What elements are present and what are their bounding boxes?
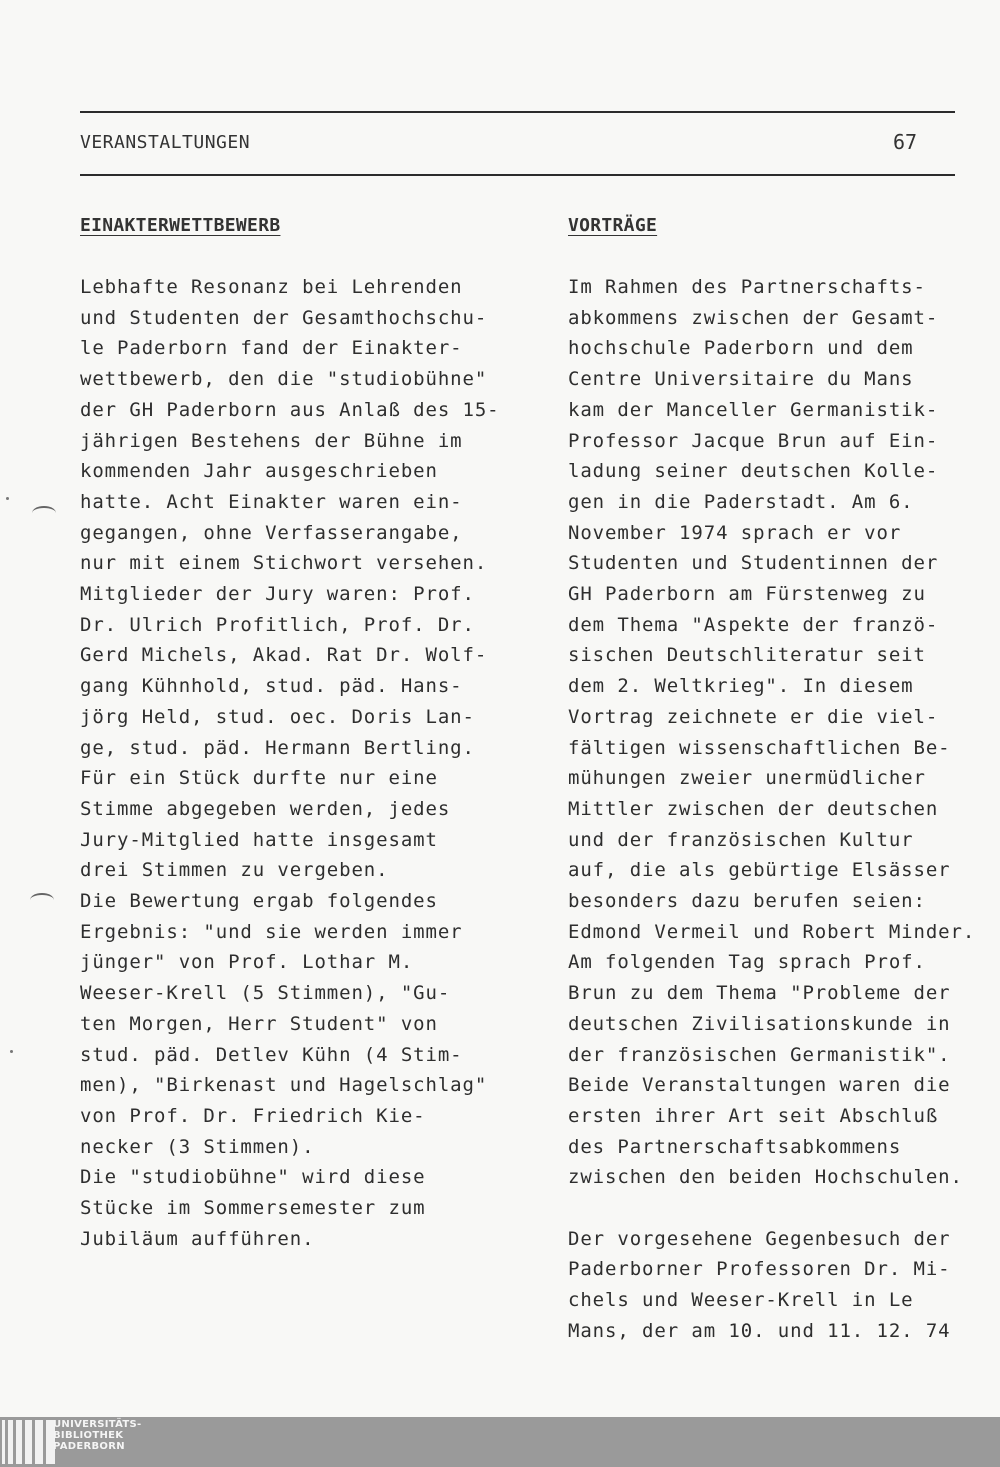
library-footer-bar (0, 1417, 1000, 1467)
text-line: ge, stud. päd. Hermann Bertling. (80, 736, 475, 759)
text-line: gen in die Paderstadt. Am 6. (568, 490, 914, 513)
text-line: gang Kühnhold, stud. päd. Hans- (80, 675, 463, 698)
text-line: stud. päd. Detlev Kühn (4 Stim- (80, 1043, 463, 1066)
logo-bar (16, 1420, 22, 1464)
text-line: abkommens zwischen der Gesamt- (568, 306, 939, 329)
text-line: necker (3 Stimmen). (80, 1135, 315, 1158)
margin-speck (6, 497, 9, 500)
text-line: auf, die als gebürtige Elsässer (568, 859, 951, 882)
text-line: chels und Weeser-Krell in Le (568, 1289, 914, 1312)
text-line: Mans, der am 10. und 11. 12. 74 (568, 1319, 951, 1342)
text-line: GH Paderborn am Fürstenweg zu (568, 583, 926, 606)
library-logo-bars (2, 1420, 55, 1464)
text-line: Die "studiobühne" wird diese (80, 1166, 426, 1189)
text-line: Mitglieder der Jury waren: Prof. (80, 583, 475, 606)
text-line: Stimme abgegeben werden, jedes (80, 797, 451, 820)
logo-bar (25, 1420, 32, 1464)
library-name-line: UNIVERSITÄTS- (53, 1419, 142, 1430)
text-line: Für ein Stück durfte nur eine (80, 767, 438, 790)
text-line: Centre Universitaire du Mans (568, 368, 914, 391)
text-line: Vortrag zeichnete er die viel- (568, 705, 939, 728)
text-line: mühungen zweier unermüdlicher (568, 767, 926, 790)
text-line: kommenden Jahr ausgeschrieben (80, 460, 438, 483)
left-column-body (80, 272, 520, 1255)
text-line: hochschule Paderborn und dem (568, 337, 914, 360)
text-line: Studenten und Studentinnen der (568, 552, 939, 575)
right-column-heading: VORTRÄGE (568, 215, 658, 236)
margin-punch-mark (32, 506, 56, 520)
right-paragraph-2 (568, 1224, 993, 1347)
text-line: Die Bewertung ergab folgendes (80, 890, 438, 913)
text-line: und der französischen Kultur (568, 828, 914, 851)
text-line: November 1974 sprach er vor (568, 521, 902, 544)
text-line: Weeser-Krell (5 Stimmen), "Gu- (80, 982, 451, 1005)
text-line: besonders dazu berufen seien: (568, 890, 926, 913)
text-line: nur mit einem Stichwort versehen. (80, 552, 488, 575)
text-line: fältigen wissenschaftlichen Be- (568, 736, 951, 759)
text-line: Edmond Vermeil und Robert Minder. (568, 920, 976, 943)
text-line: Stücke im Sommersemester zum (80, 1197, 426, 1220)
text-line: Brun zu dem Thema "Probleme der (568, 982, 951, 1005)
text-line: sischen Deutschliteratur seit (568, 644, 926, 667)
library-name-line: PADERBORN (53, 1441, 125, 1452)
text-line: Jury-Mitglied hatte insgesamt (80, 828, 438, 851)
text-line: Im Rahmen des Partnerschafts- (568, 276, 926, 298)
paragraph-gap (568, 1193, 993, 1224)
text-line: Professor Jacque Brun auf Ein- (568, 429, 939, 452)
text-line: ten Morgen, Herr Student" von (80, 1012, 438, 1035)
library-name-line: BIBLIOTHEK (53, 1430, 124, 1441)
logo-bar (35, 1420, 43, 1464)
header-bottom-rule (80, 174, 955, 176)
left-column (80, 214, 520, 1255)
margin-punch-mark (30, 893, 54, 907)
page-number: 67 (893, 130, 918, 154)
text-line: zwischen den beiden Hochschulen. (568, 1166, 963, 1189)
logo-bar (8, 1420, 13, 1464)
text-line: des Partnerschaftsabkommens (568, 1135, 902, 1158)
header-top-rule (80, 111, 955, 113)
text-line: drei Stimmen zu vergeben. (80, 859, 389, 882)
text-line: gegangen, ohne Verfasserangabe, (80, 521, 463, 544)
text-line: von Prof. Dr. Friedrich Kie- (80, 1104, 426, 1127)
library-name (53, 1419, 142, 1452)
text-line: der GH Paderborn aus Anlaß des 15- (80, 398, 500, 421)
text-line: jährigen Bestehens der Bühne im (80, 429, 463, 452)
text-line: dem Thema "Aspekte der franzö- (568, 613, 939, 636)
text-line: Ergebnis: "und sie werden immer (80, 920, 463, 943)
text-line: Jubiläum aufführen. (80, 1227, 315, 1250)
text-line: jörg Held, stud. oec. Doris Lan- (80, 705, 475, 728)
text-line: Lebhafte Resonanz bei Lehrenden (80, 276, 463, 298)
text-line: Paderborner Professoren Dr. Mi- (568, 1258, 951, 1281)
text-line: ersten ihrer Art seit Abschluß (568, 1104, 939, 1127)
text-line: kam der Manceller Germanistik- (568, 398, 939, 421)
right-paragraph-1 (568, 272, 993, 1193)
text-line: Mittler zwischen der deutschen (568, 797, 939, 820)
logo-bar (2, 1420, 5, 1464)
text-line: deutschen Zivilisationskunde in (568, 1012, 951, 1035)
text-line: wettbewerb, den die "studiobühne" (80, 368, 488, 391)
text-line: Am folgenden Tag sprach Prof. (568, 951, 926, 974)
text-line: Beide Veranstaltungen waren die (568, 1074, 951, 1097)
text-line: der französischen Germanistik". (568, 1043, 951, 1066)
text-line: men), "Birkenast und Hagelschlag" (80, 1074, 488, 1097)
text-line: le Paderborn fand der Einakter- (80, 337, 463, 360)
right-column-body (568, 272, 993, 1347)
text-line: Der vorgesehene Gegenbesuch der (568, 1227, 951, 1250)
text-line: hatte. Acht Einakter waren ein- (80, 490, 463, 513)
text-line: Gerd Michels, Akad. Rat Dr. Wolf- (80, 644, 488, 667)
left-column-heading: EINAKTERWETTBEWERB (80, 215, 281, 236)
right-column (568, 214, 993, 1347)
text-line: dem 2. Weltkrieg". In diesem (568, 675, 914, 698)
text-line: ladung seiner deutschen Kolle- (568, 460, 939, 483)
text-line: jünger" von Prof. Lothar M. (80, 951, 414, 974)
text-line: und Studenten der Gesamthochschu- (80, 306, 488, 329)
section-title: VERANSTALTUNGEN (80, 132, 251, 153)
text-line: Dr. Ulrich Profitlich, Prof. Dr. (80, 613, 475, 636)
margin-speck (10, 1050, 13, 1053)
